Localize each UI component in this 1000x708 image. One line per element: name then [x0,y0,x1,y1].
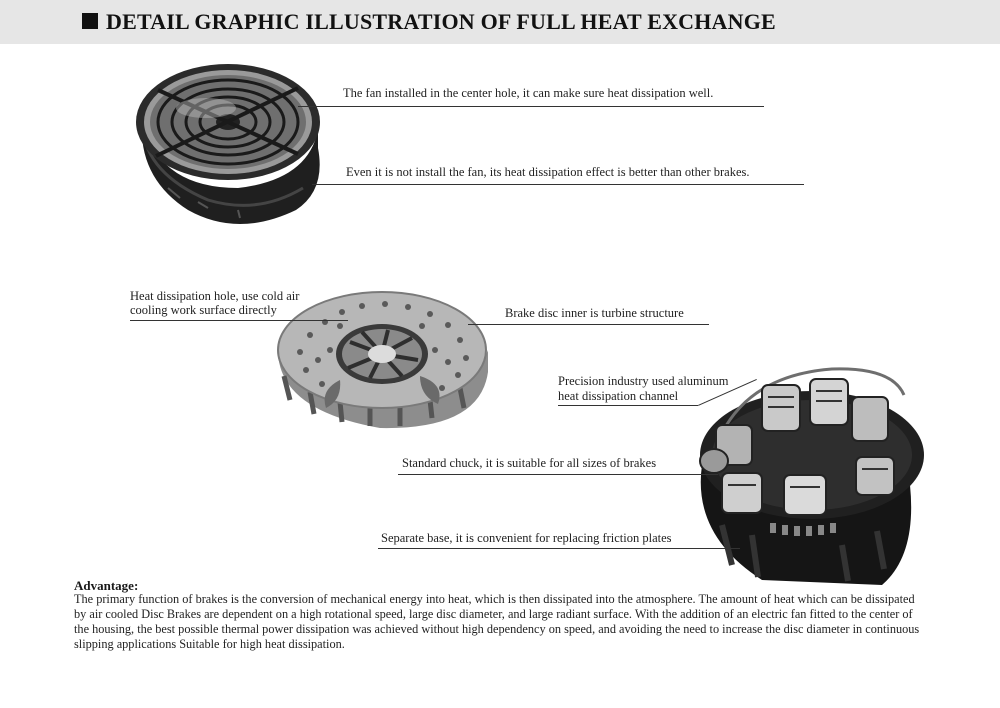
callout-fan-center: The fan installed in the center hole, it can make sure heat dissipation well. [343,86,714,100]
advantage-heading: Advantage: [74,578,139,593]
callout-no-fan: Even it is not install the fan, its heat dissipation effect is better than other brakes. [346,165,750,179]
callout-heat-hole-line2: cooling work surface directly [130,303,277,317]
leader-line-fan-center [298,106,764,107]
callout-turbine: Brake disc inner is turbine structure [505,306,684,320]
leader-line-base [378,548,740,549]
callout-chuck: Standard chuck, it is suitable for all sizes of brakes [402,456,657,470]
callout-heat-hole-line1: Heat dissipation hole, use cold air [130,289,300,303]
leader-line-aluminum [558,405,698,406]
callout-base: Separate base, it is convenient for replacing friction plates [381,531,672,545]
leader-line-turbine [468,324,709,325]
leader-line-chuck [398,474,718,475]
page-title: DETAIL GRAPHIC ILLUSTRATION OF FULL HEAT EXCHANGE [106,9,776,34]
advantage-paragraph: The primary function of brakes is the conversion of mechanical energy into heat, which is then dissipated into the atmosphere. The amount of heat which can be dissipated by air cooled Disc Brakes are dependent on a high rotational speed, large disc diameter, and large radiant surface. With the addition of an electric fan fitted to the center of the housing, the best possible thermal power dissipation was achieved without high dependency on speed, and avoiding the need to increase the disc diameter in continuous slipping applications Suitable for high heat dissipation. [74,592,920,651]
callout-aluminum-line1: Precision industry used aluminum [558,374,729,388]
leader-line-heat-hole [130,320,348,321]
callout-aluminum-line2: heat dissipation channel [558,389,679,403]
fan-brake-image [128,60,338,235]
leader-line-no-fan [312,184,804,185]
header-square-icon [82,13,98,29]
turbine-disc-image [270,280,495,445]
